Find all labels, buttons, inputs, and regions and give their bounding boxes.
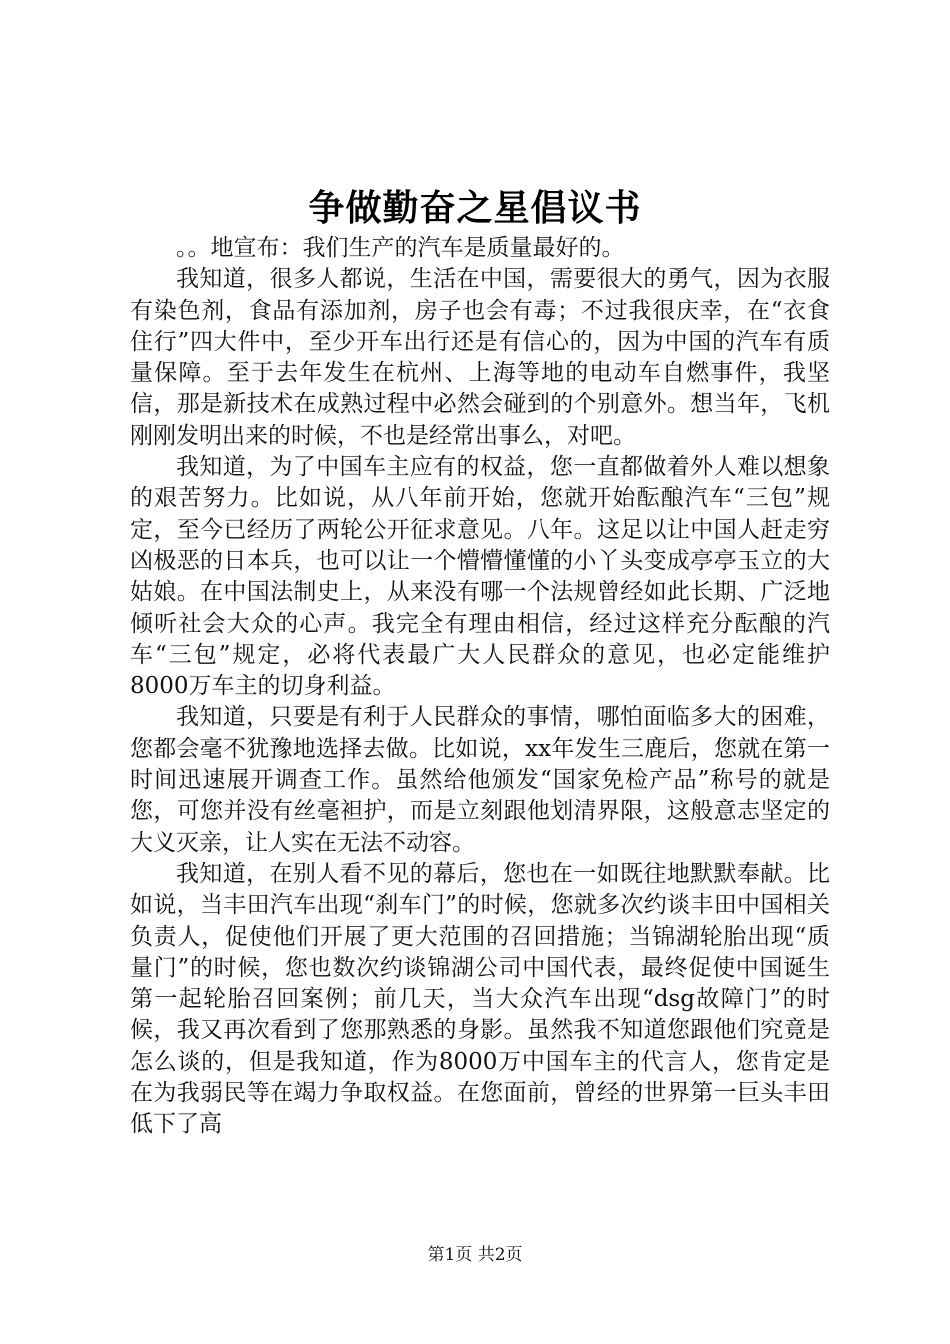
paragraph-4: 我知道，只要是有利于人民群众的事情，哪怕面临多大的困难，您都会毫不犹豫地选择去做。比如说，xx年发生三鹿后，您就在第一时间迅速展开调查工作。虽然给他颁发“国家免检产品”称号的就是您，可您并没有丝毫袒护，而是立刻跟他划清界限，这般意志坚定的大义灭亲，让人实在无法不动容。 bbox=[130, 704, 830, 856]
paragraph-2: 我知道，很多人都说，生活在中国，需要很大的勇气，因为衣服有染色剂，食品有添加剂，房子也会有毒；不过我很庆幸，在“衣食住行”四大件中，至少开车出行还是有信心的，因为中国的汽车有质量保障。至于去年发生在杭州、上海等地的电动车自燃事件，我坚信，那是新技术在成熟过程中必然会碰到的个别意外。想当年，飞机刚刚发明出来的时候，不也是经常出事么，对吧。 bbox=[130, 266, 830, 449]
paragraph-5: 我知道，在别人看不见的幕后，您也在一如既往地默默奉献。比如说，当丰田汽车出现“刹车门”的时候，您就多次约谈丰田中国相关负责人，促使他们开展了更大范围的召回措施；当锦湖轮胎出现“质量门”的时候，您也数次约谈锦湖公司中国代表，最终促使中国诞生第一起轮胎召回案例；前几天，当大众汽车出现“dsg故障门”的时候，我又再次看到了您那熟悉的身影。虽然我不知道您跟他们究竟是怎么谈的，但是我知道，作为8000万中国车主的代言人，您肯定是在为我弱民等在竭力争取权益。在您面前，曾经的世界第一巨头丰田低下了高 bbox=[130, 860, 830, 1138]
document-body bbox=[130, 233, 830, 1141]
document-title: 争做勤奋之星倡议书 bbox=[308, 187, 642, 229]
paragraph-1: 。。地宣布：我们生产的汽车是质量最好的。 bbox=[176, 235, 625, 261]
paragraph-3: 我知道，为了中国车主应有的权益，您一直都做着外人难以想象的艰苦努力。比如说，从八年前开始，您就开始酝酿汽车“三包”规定，至今已经历了两轮公开征求意见。八年。这足以让中国人赶走穷凶极恶的日本兵，也可以让一个懵懵懂懂的小丫头变成亭亭玉立的大姑娘。在中国法制史上，从来没有哪一个法规曾经如此长期、广泛地倾听社会大众的心声。我完全有理由相信，经过这样充分酝酿的汽车“三包”规定，必将代表最广大人民群众的意见，也必定能维护8000万车主的切身利益。 bbox=[130, 454, 830, 700]
page-footer: 第1页 共2页 bbox=[427, 1245, 523, 1265]
